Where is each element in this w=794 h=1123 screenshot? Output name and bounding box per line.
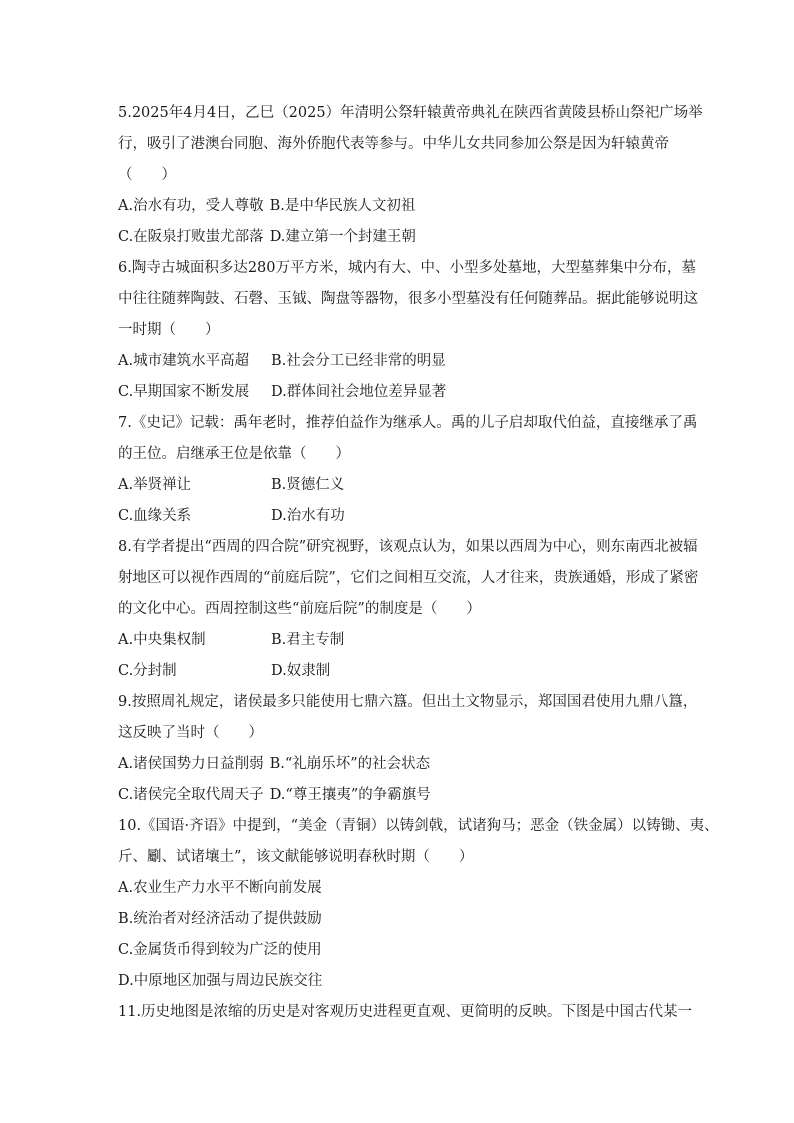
option-a[interactable]: A.诸侯国势力日益削弱 <box>118 756 264 772</box>
option-row <box>118 191 678 222</box>
option-d[interactable]: D.奴隶制 <box>271 663 331 679</box>
option-row <box>118 935 678 966</box>
question-stem-line: 9.按照周礼规定，诸侯最多只能使用七鼎六簋。但出土文物显示，郑国国君使用九鼎八簋， <box>118 694 698 710</box>
question-stem-line: 射地区可以视作西周的“前庭后院”，它们之间相互交流，人才往来，贵族通婚，形成了紧密 <box>118 570 699 586</box>
question-stem-line: 这反映了当时（ ） <box>118 725 263 741</box>
option-a[interactable]: A.中央集权制 <box>118 632 206 648</box>
option-row <box>118 780 678 811</box>
option-b[interactable]: B.“礼崩乐坏”的社会状态 <box>269 756 431 772</box>
question-stem-line: 11.历史地图是浓缩的历史是对客观历史进程更直观、更简明的反映。下图是中国古代某一 <box>118 1004 693 1020</box>
question-10 <box>118 811 719 997</box>
option-b[interactable]: B.社会分工已经非常的明显 <box>271 353 446 369</box>
exam-page <box>118 98 719 1028</box>
option-d[interactable]: D.建立第一个封建王朝 <box>269 229 416 245</box>
option-d[interactable]: D.中原地区加强与周边民族交往 <box>118 973 323 989</box>
question-8 <box>118 532 699 687</box>
option-row <box>118 470 678 501</box>
question-stem-line: （ ） <box>118 167 176 183</box>
question-stem-line: 斤、劚、试诸壤土”，该文献能够说明春秋时期（ ） <box>118 849 474 865</box>
option-a[interactable]: A.农业生产力水平不断向前发展 <box>118 880 322 896</box>
option-d[interactable]: D.群体间社会地位差异显著 <box>271 384 447 400</box>
option-b[interactable]: B.统治者对经济活动了提供鼓励 <box>118 911 322 927</box>
option-row <box>118 749 678 780</box>
option-b[interactable]: B.是中华民族人文初祖 <box>269 198 416 214</box>
question-7 <box>118 408 698 532</box>
option-b[interactable]: B.贤德仁义 <box>271 477 345 493</box>
question-stem-line: 6.陶寺古城面积多达280万平方米，城内有大、中、小型多处墓地，大型墓葬集中分布，墓 <box>118 260 697 276</box>
option-c[interactable]: C.血缘关系 <box>118 508 192 524</box>
question-stem-line: 8.有学者提出“西周的四合院”研究视野，该观点认为，如果以西周为中心，则东南西北被辐 <box>118 539 698 555</box>
option-row <box>118 377 678 408</box>
option-row <box>118 501 678 532</box>
question-9 <box>118 687 698 811</box>
question-stem-line: 的王位。启继承王位是依靠（ ） <box>118 446 350 462</box>
option-row <box>118 625 678 656</box>
option-row <box>118 966 678 997</box>
option-d[interactable]: D.“尊王攘夷”的争霸旗号 <box>269 787 431 803</box>
question-6 <box>118 253 698 408</box>
question-stem-line: 中往往随葬陶鼓、石磬、玉钺、陶盘等器物，很多小型墓没有任何随葬品。据此能够说明这 <box>118 291 698 307</box>
option-row <box>118 873 678 904</box>
question-stem-line: 一时期（ ） <box>118 322 220 338</box>
question-stem-line: 的文化中心。西周控制这些“前庭后院”的制度是（ ） <box>118 601 481 617</box>
question-stem-line: 10.《国语·齐语》中提到，“美金（青铜）以铸剑戟，试诸狗马；恶金（铁金属）以铸锄、夷、 <box>118 818 719 834</box>
question-stem-line: 5.2025年4月4日，乙巳（2025）年清明公祭轩辕黄帝典礼在陕西省黄陵县桥山祭祀广场举 <box>118 105 703 121</box>
question-11 <box>118 997 693 1028</box>
question-stem-line: 7.《史记》记载：禹年老时，推荐伯益作为继承人。禹的儿子启却取代伯益，直接继承了禹 <box>118 415 698 431</box>
option-row <box>118 222 678 253</box>
option-d[interactable]: D.治水有功 <box>271 508 345 524</box>
option-c[interactable]: C.早期国家不断发展 <box>118 384 250 400</box>
option-a[interactable]: A.举贤禅让 <box>118 477 192 493</box>
option-a[interactable]: A.城市建筑水平高超 <box>118 353 250 369</box>
option-c[interactable]: C.诸侯完全取代周天子 <box>118 787 264 803</box>
option-row <box>118 656 678 687</box>
option-b[interactable]: B.君主专制 <box>271 632 345 648</box>
option-c[interactable]: C.金属货币得到较为广泛的使用 <box>118 942 322 958</box>
question-stem-line: 行，吸引了港澳台同胞、海外侨胞代表等参与。中华儿女共同参加公祭是因为轩辕黄帝 <box>118 136 669 152</box>
question-5 <box>118 98 703 253</box>
option-row <box>118 346 678 377</box>
option-c[interactable]: C.分封制 <box>118 663 177 679</box>
option-row <box>118 904 678 935</box>
option-c[interactable]: C.在阪泉打败蚩尤部落 <box>118 229 264 245</box>
option-a[interactable]: A.治水有功，受人尊敬 <box>118 198 264 214</box>
